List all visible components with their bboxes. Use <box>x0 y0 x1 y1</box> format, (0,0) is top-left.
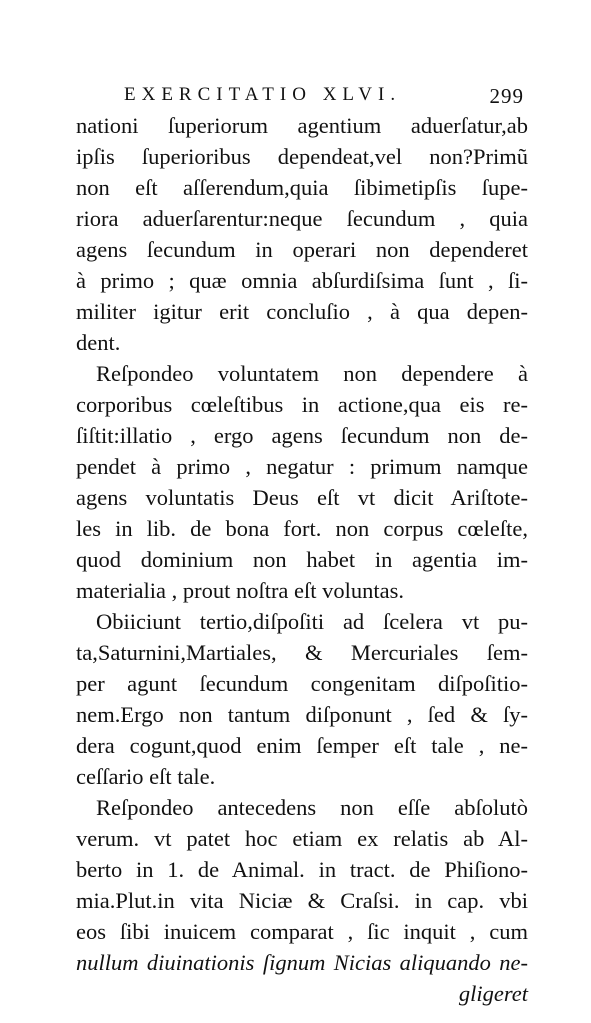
paragraph-start-line: Obiiciunt tertio,diſpoſiti ad ſcelera vt pu- <box>96 609 528 634</box>
text-line: mia.Plut.in vita Niciæ & Craſsi. in cap. vbi <box>76 888 528 913</box>
page-number: 299 <box>489 84 524 108</box>
text-line: agens ſecundum in operari non dependeret <box>76 237 528 262</box>
text-line: militer igitur erit concluſio , à qua depen- <box>76 299 528 324</box>
text-line: berto in 1. de Animal. in tract. de Phiſiono- <box>76 857 528 882</box>
text-line: non eſt aſſerendum,quia ſibimetipſis ſupe- <box>76 175 528 200</box>
text-line: à primo ; quæ omnia abſurdiſsima ſunt , ſi- <box>76 268 528 293</box>
text-line: ta,Saturnini,Martiales, & Mercuriales ſem- <box>76 640 528 665</box>
text-line: ceſſario eſt tale. <box>76 764 216 789</box>
catchword: gligeret <box>458 981 528 1006</box>
text-line: pendet à primo , negatur : primum namque <box>76 454 528 479</box>
text-line: quod dominium non habet in agentia im- <box>76 547 528 572</box>
text-line: ipſis ſuperioribus dependeat,vel non?Primũ <box>76 144 528 169</box>
body-text <box>76 110 528 1009</box>
text-line: dera cogunt,quod enim ſemper eſt tale , ne- <box>76 733 528 758</box>
text-line: verum. vt patet hoc etiam ex relatis ab Al- <box>76 826 528 851</box>
text-line: ſiſtit:illatio , ergo agens ſecundum non de- <box>76 423 528 448</box>
italic-quote-line: nullum diuinationis ſignum Nicias aliquando ne- <box>76 950 528 975</box>
running-head-title: EXERCITATIO XLVI. <box>124 84 402 105</box>
text-line: corporibus cœleſtibus in actione,qua eis re- <box>76 392 528 417</box>
text-line: les in lib. de bona fort. non corpus cœleſte, <box>76 516 528 541</box>
text-line: materialia , prout noſtra eſt voluntas. <box>76 578 405 603</box>
text-line: riora aduerſarentur:neque ſecundum , quia <box>76 206 528 231</box>
paragraph-start-line: Reſpondeo voluntatem non dependere à <box>96 361 528 386</box>
text-line: agens voluntatis Deus eſt vt dicit Ariſtote- <box>76 485 528 510</box>
text-line: eos ſibi inuicem comparat , ſic inquit , cum <box>76 919 528 944</box>
paragraph-start-line: Reſpondeo antecedens non eſſe abſolutò <box>96 795 528 820</box>
text-line: nationi ſuperiorum agentium aduerſatur,ab <box>76 113 528 138</box>
running-head <box>124 84 524 110</box>
text-line: per agunt ſecundum congenitam diſpoſitio- <box>76 671 528 696</box>
text-line: nem.Ergo non tantum diſponunt , ſed & ſy- <box>76 702 528 727</box>
text-line: dent. <box>76 330 121 355</box>
